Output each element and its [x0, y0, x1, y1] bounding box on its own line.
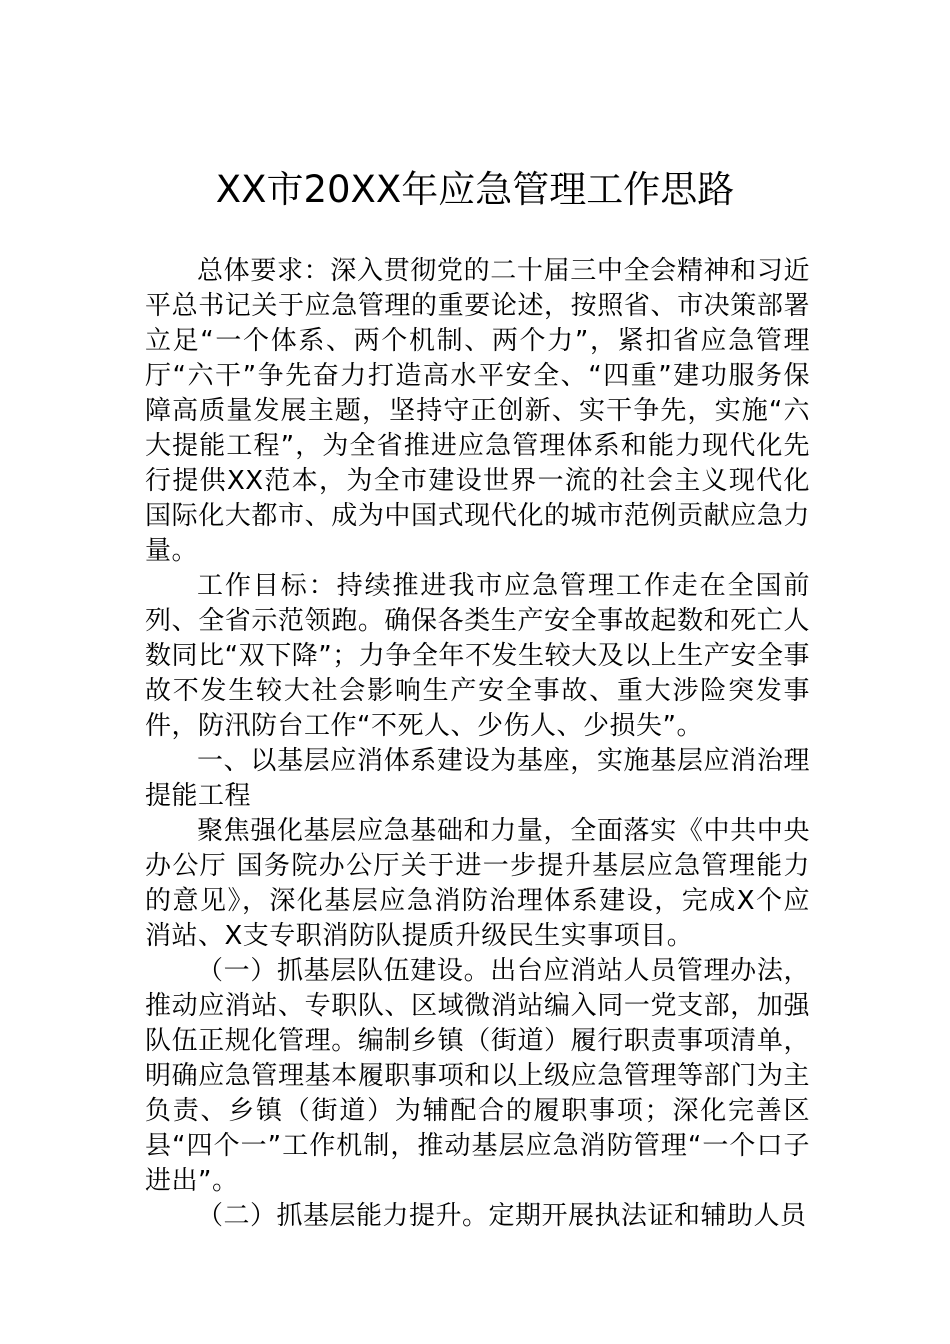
paragraph-overall-requirements: 总体要求：深入贯彻党的二十届三中全会精神和习近平总书记关于应急管理的重要论述，按照省、市决策部署立足“一个体系、两个机制、两个力”，紧扣省应急管理厅“六干”争先奋力打造高水平安全、“四重”建功服务保障高质量发展主题，坚持守正创新、实干争先，实施“六大提能工程”，为全省推进应急管理体系和能力现代化先行提供XX范本，为全市建设世界一流的社会主义现代化国际化大都市、成为中国式现代化的城市范例贡献应急力量。 [145, 256, 810, 566]
document-body [145, 254, 810, 1234]
paragraph-section-1-intro: 聚焦强化基层应急基础和力量，全面落实《中共中央办公厅 国务院办公厅关于进一步提升基层应急管理能力的意见》，深化基层应急消防治理体系建设，完成X个应消站、X支专职消防队提质升级民生实事项目。 [145, 816, 810, 951]
document-title: XX市20XX年应急管理工作思路 [215, 168, 735, 211]
paragraph-subsection-2: （二）抓基层能力提升。定期开展执法证和辅助人员 [197, 1201, 807, 1231]
section-heading-1: 一、以基层应消体系建设为基座，实施基层应消治理提能工程 [145, 746, 810, 811]
paragraph-subsection-1: （一）抓基层队伍建设。出台应消站人员管理办法，推动应消站、专职队、区域微消站编入同一党支部，加强队伍正规化管理。编制乡镇（街道）履行职责事项清单，明确应急管理基本履职事项和以上级应急管理等部门为主负责、乡镇（街道）为辅配合的履职事项；深化完善区县“四个一”工作机制，推动基层应急消防管理“一个口子进出”。 [145, 956, 810, 1196]
paragraph-work-goals: 工作目标：持续推进我市应急管理工作走在全国前列、全省示范领跑。确保各类生产安全事故起数和死亡人数同比“双下降”；力争全年不发生较大及以上生产安全事故不发生较大社会影响生产安全事故、重大涉险突发事件，防汛防台工作“不死人、少伤人、少损失”。 [145, 571, 810, 741]
